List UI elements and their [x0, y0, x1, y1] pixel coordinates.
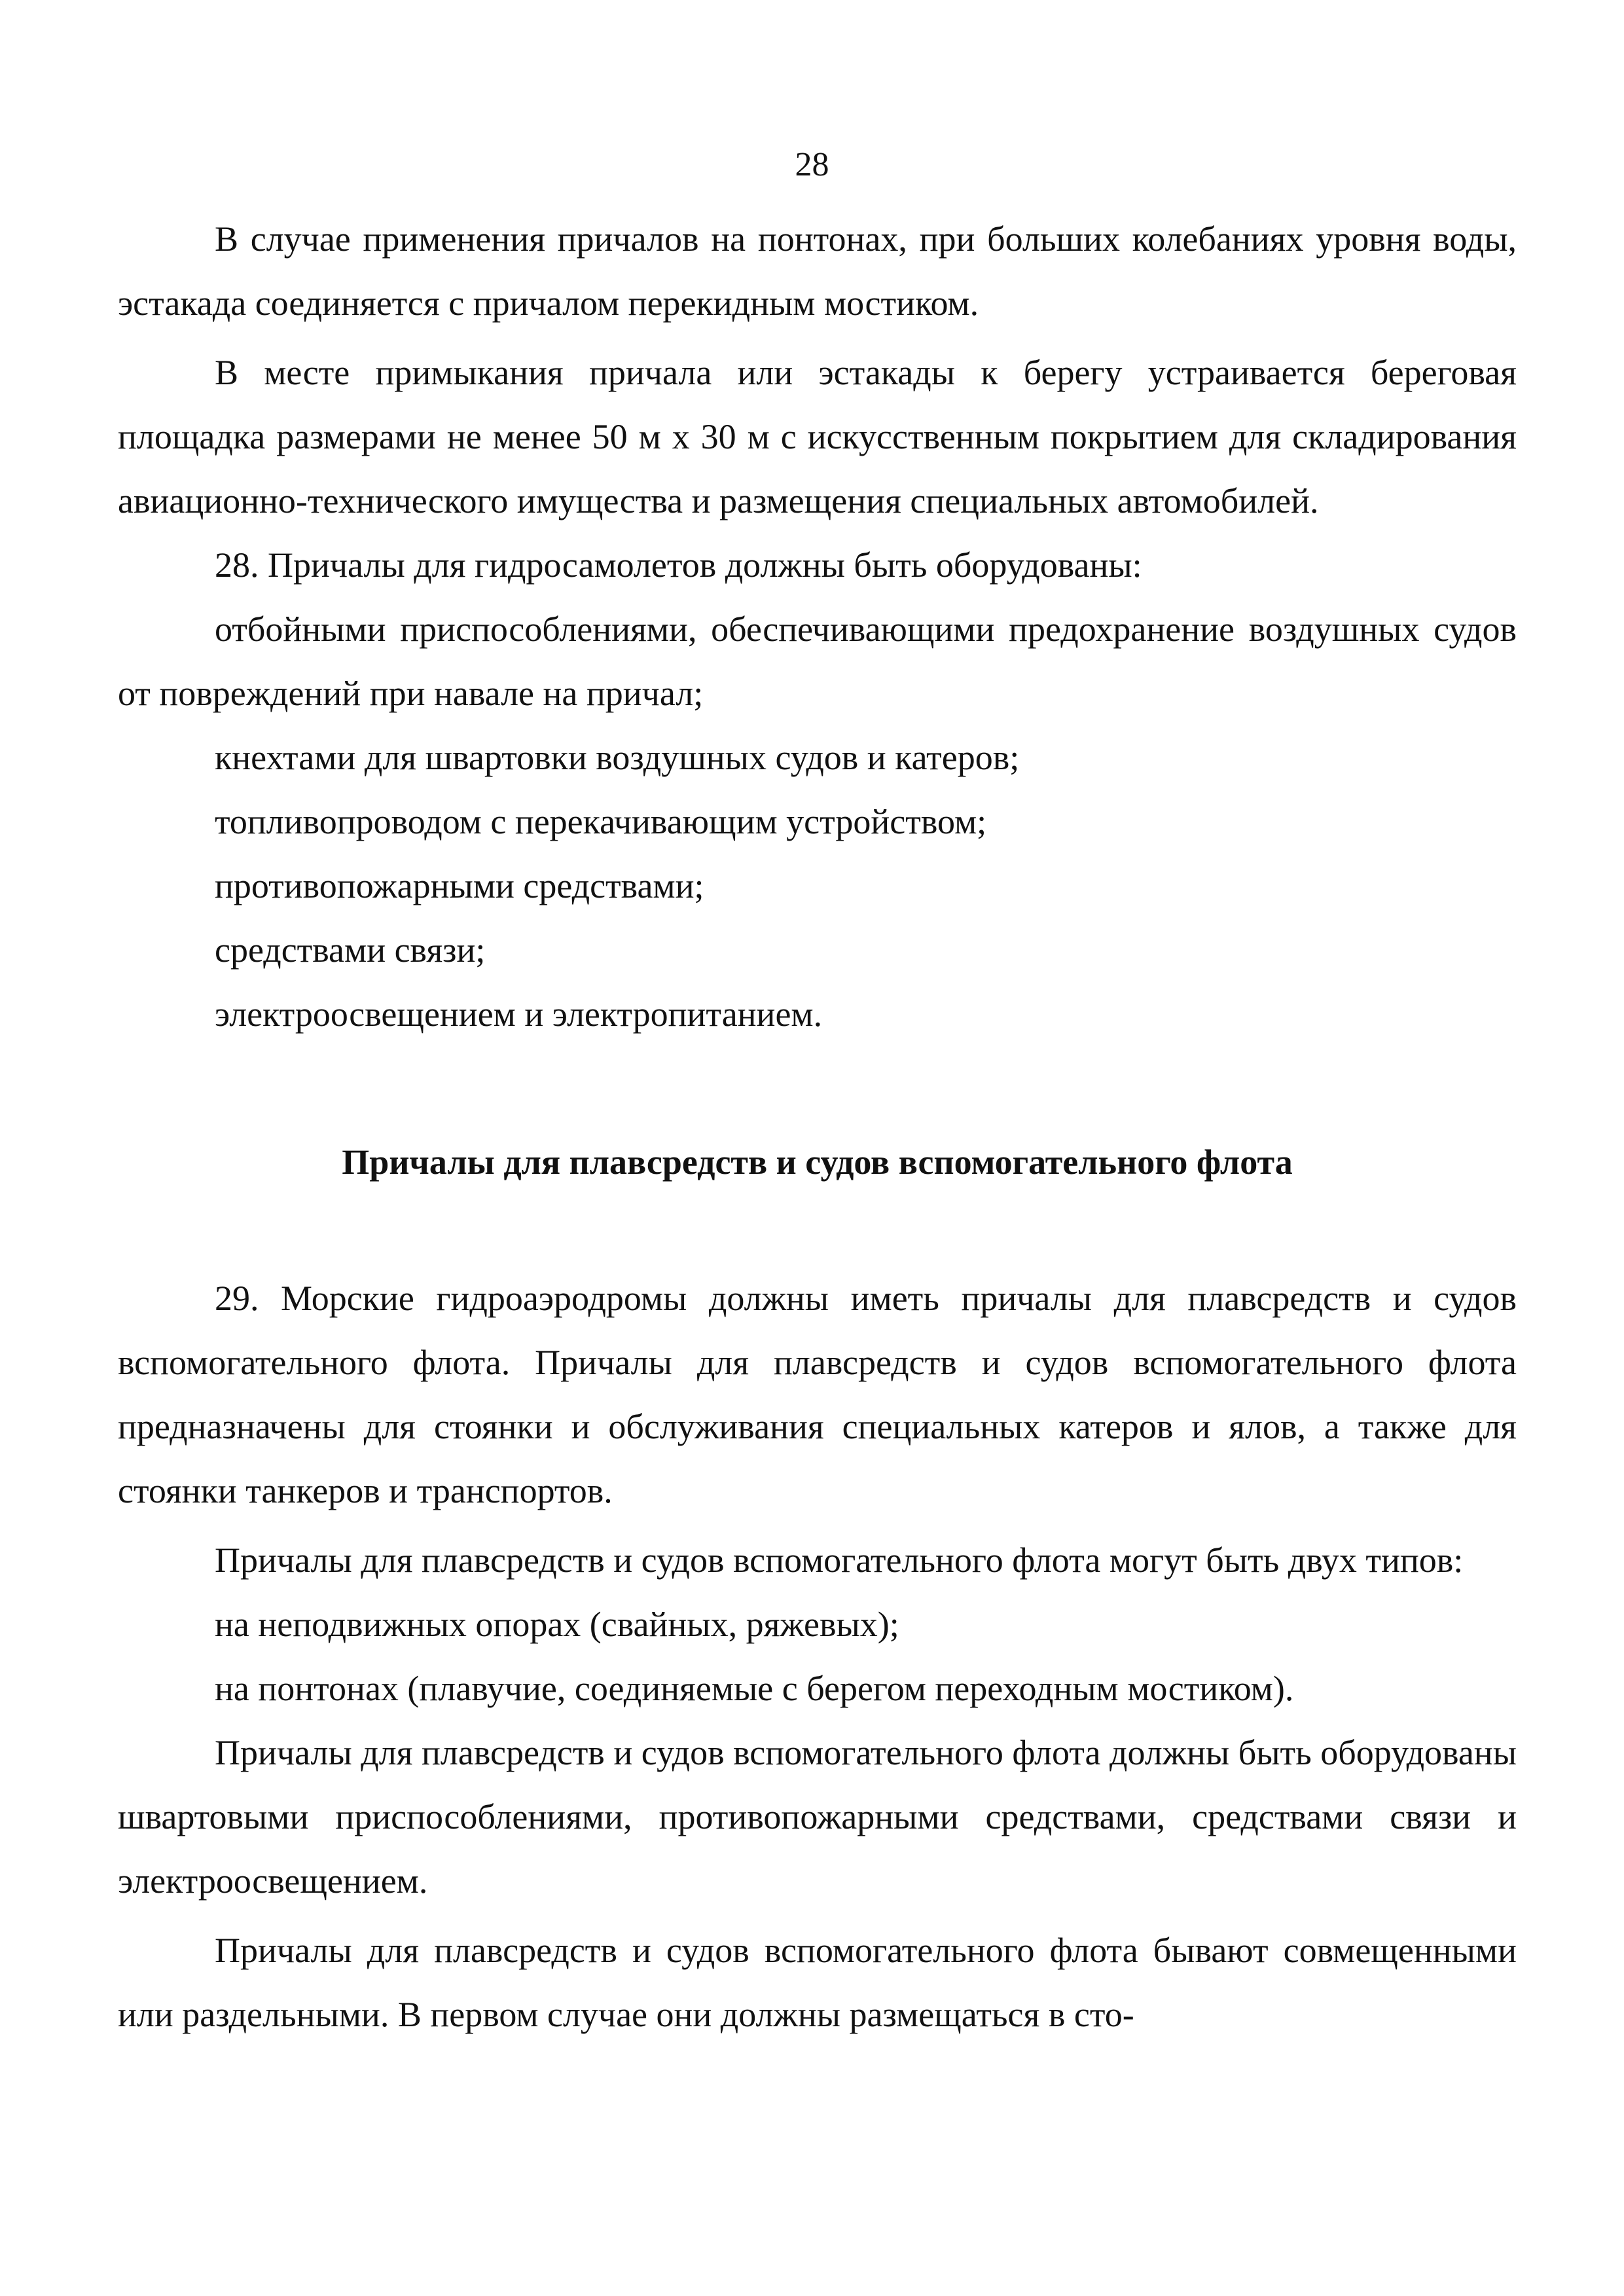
list-item: противопожарными средствами; [215, 866, 704, 905]
paragraph: Причалы для плавсредств и судов вспомогательного флота должны быть оборудованы швартовыми приспособлениями, противопожарными средствами, средствами связи и электроосвещением. [118, 1733, 1517, 1901]
paragraph: 29. Морские гидроаэродромы должны иметь причалы для плавсредств и судов вспомогательного флота. Причалы для плавсредств и судов вспомогательного флота предназначены для стоянки и обслуживания специальных катеров и ялов, а также для стоянки танкеров и транспортов. [118, 1279, 1517, 1510]
paragraph: 28. Причалы для гидросамолетов должны быть оборудованы: [215, 545, 1142, 585]
list-item: на неподвижных опорах (свайных, ряжевых); [215, 1605, 899, 1644]
list-item: на понтонах (плавучие, соединяемые с берегом переходным мостиком). [215, 1669, 1294, 1708]
document-body [118, 207, 1517, 2047]
list-item: электроосвещением и электропитанием. [215, 994, 823, 1034]
paragraph: Причалы для плавсредств и судов вспомогательного флота бывают совмещенными или раздельными. В первом случае они должны размещаться в сто- [118, 1931, 1517, 2034]
list-item: средствами связи; [215, 930, 486, 970]
paragraph: Причалы для плавсредств и судов вспомогательного флота могут быть двух типов: [215, 1540, 1464, 1580]
paragraph: В месте примыкания причала или эстакады к берегу устраивается береговая площадка размерами не менее 50 м х 30 м с искусственным покрытием для складирования авиационно-технического имущества и размещения специальных автомобилей. [118, 353, 1517, 520]
paragraph: В случае применения причалов на понтонах, при больших колебаниях уровня воды, эстакада соединяется с причалом перекидным мостиком. [118, 219, 1517, 323]
section-heading: Причалы для плавсредств и судов вспомогательного флота [342, 1142, 1293, 1182]
list-item: отбойными приспособлениями, обеспечивающими предохранение воздушных судов от повреждений при навале на причал; [118, 610, 1517, 713]
list-item: топливопроводом с перекачивающим устройством; [215, 802, 987, 841]
page-number: 28 [795, 146, 829, 183]
list-item: кнехтами для швартовки воздушных судов и катеров; [215, 738, 1020, 777]
